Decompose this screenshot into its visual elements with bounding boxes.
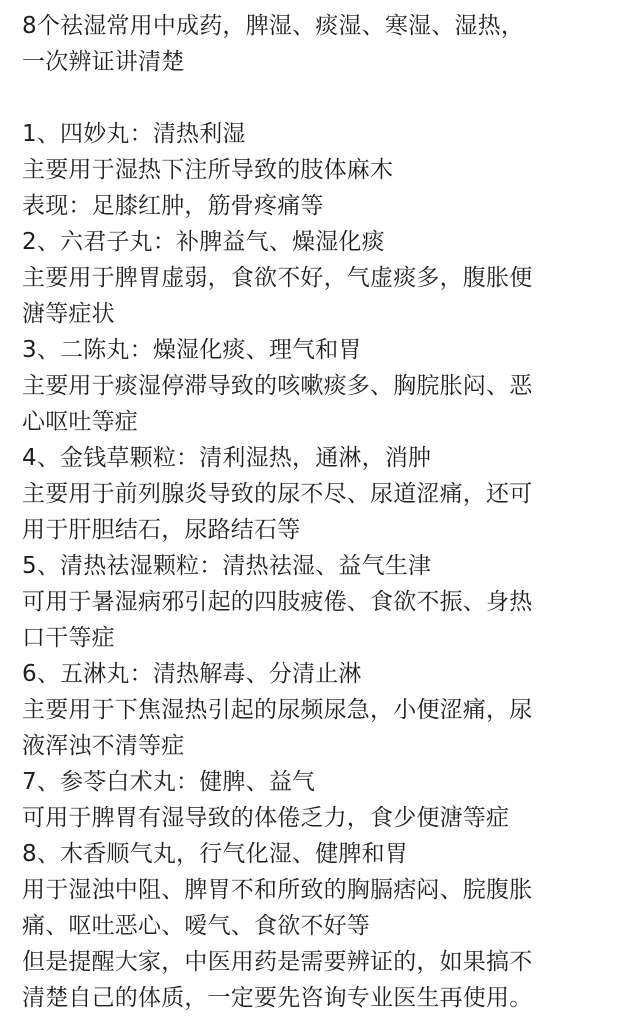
title-line: 8个祛湿常用中成药，脾湿、痰湿、寒湿、湿热， [22, 13, 525, 39]
item-text: 主要用于下焦湿热引起的尿频尿急，小便涩痛，尿 [22, 697, 533, 723]
item-text: 可用于暑湿病邪引起的四肢疲倦、食欲不振、身热 [22, 589, 533, 615]
item-text: 心呕吐等症 [22, 409, 138, 435]
item-text: 主要用于湿热下注所导致的肢体麻木 [22, 157, 394, 183]
item-heading: 5、清热祛湿颗粒：清热祛湿、益气生津 [22, 553, 432, 579]
item-text: 痛、呕吐恶心、嗳气、食欲不好等 [22, 913, 370, 939]
paragraph-spacer [22, 80, 634, 116]
closing-text: 清楚自己的体质，一定要先咨询专业医生再使用。 [22, 985, 533, 1011]
item-text: 口干等症 [22, 625, 115, 651]
item-heading: 6、五淋丸：清热解毒、分清止淋 [22, 661, 362, 687]
item-text: 主要用于脾胃虚弱，食欲不好，气虚痰多，腹胀便 [22, 265, 533, 291]
item-heading: 2、六君子丸：补脾益气、燥湿化痰 [22, 229, 385, 255]
item-heading: 3、二陈丸：燥湿化痰、理气和胃 [22, 337, 362, 363]
article-text [22, 8, 634, 1016]
item-text: 液浑浊不清等症 [22, 733, 185, 759]
item-heading: 4、金钱草颗粒：清利湿热，通淋，消肿 [22, 445, 432, 471]
item-heading: 1、四妙丸：清热利湿 [22, 121, 246, 147]
title-line: 一次辨证讲清楚 [22, 49, 185, 75]
item-text: 可用于脾胃有湿导致的体倦乏力，食少便溏等症 [22, 805, 510, 831]
item-text: 用于肝胆结石，尿路结石等 [22, 517, 301, 543]
item-text: 溏等症状 [22, 301, 115, 327]
item-text: 主要用于前列腺炎导致的尿不尽、尿道涩痛，还可 [22, 481, 533, 507]
item-text: 用于湿浊中阻、脾胃不和所致的胸膈痞闷、脘腹胀 [22, 877, 533, 903]
closing-text: 但是提醒大家，中医用药是需要辨证的，如果搞不 [22, 949, 533, 975]
item-heading: 7、参苓白术丸：健脾、益气 [22, 769, 316, 795]
item-text: 表现：足膝红肿，筋骨疼痛等 [22, 193, 324, 219]
item-heading: 8、木香顺气丸，行气化湿、健脾和胃 [22, 841, 409, 867]
item-text: 主要用于痰湿停滞导致的咳嗽痰多、胸脘胀闷、恶 [22, 373, 533, 399]
